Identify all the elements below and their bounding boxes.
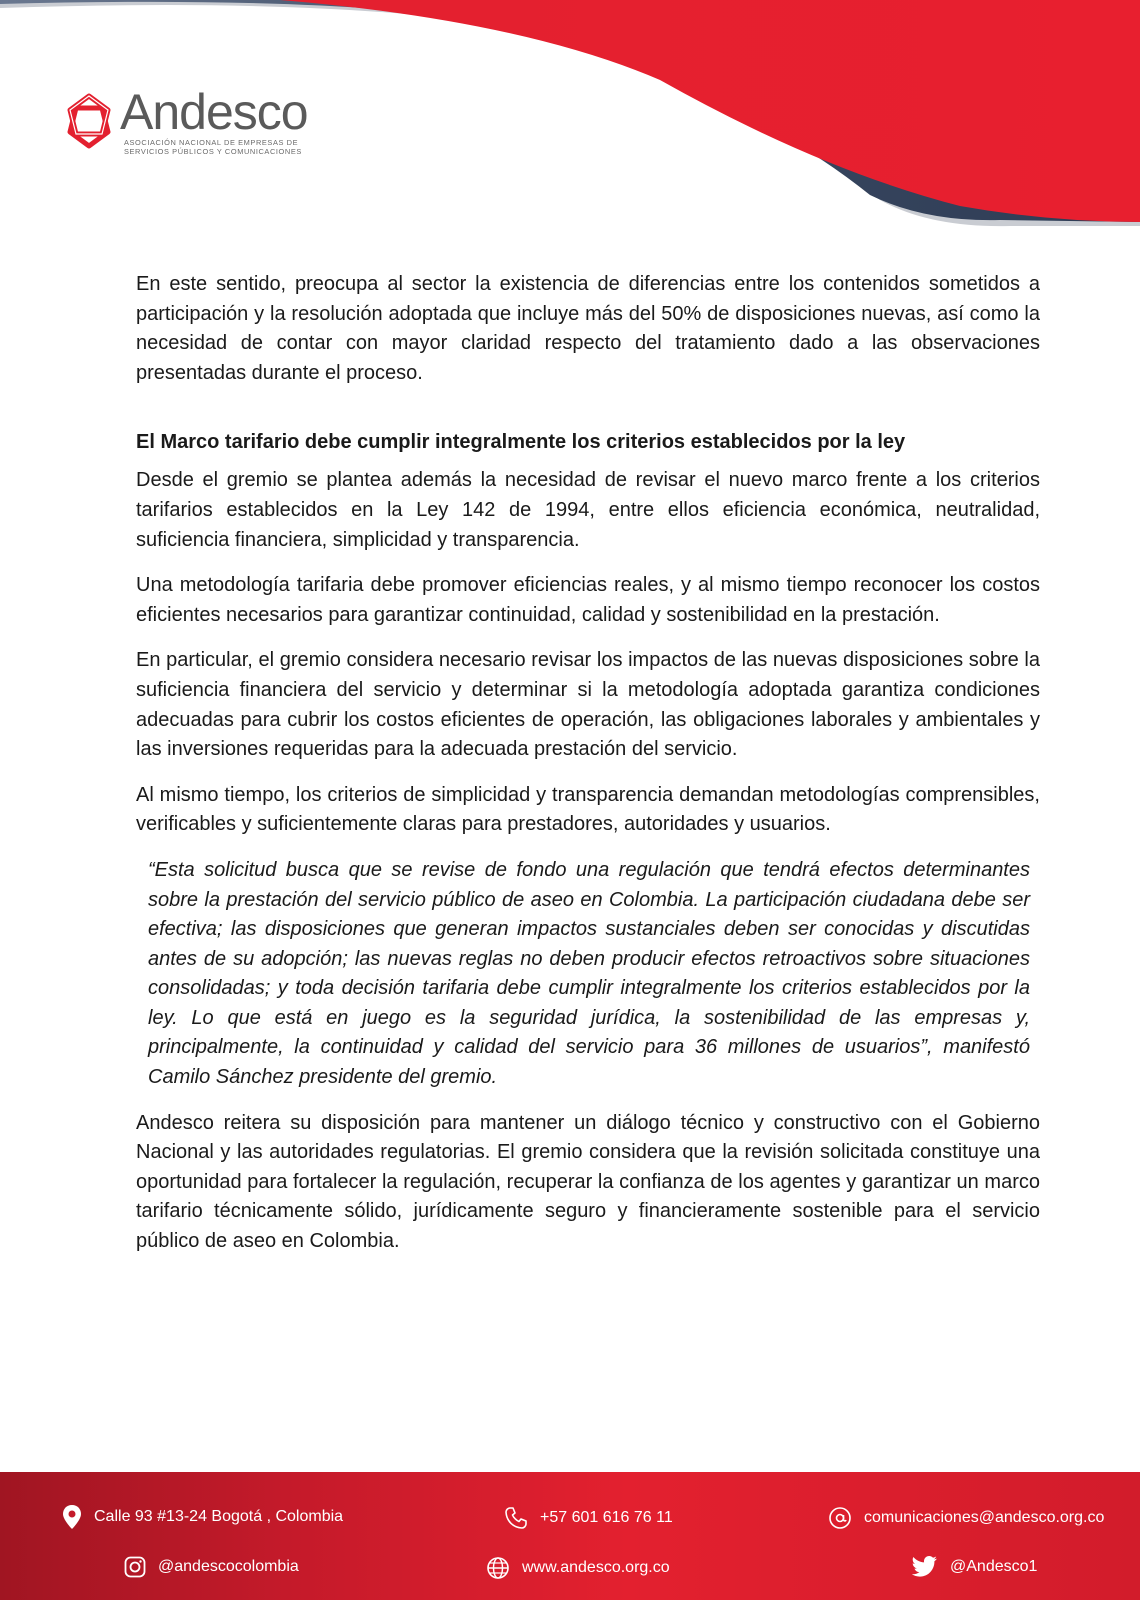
paragraph-4: En particular, el gremio considera necesario revisar los impactos de las nuevas disposiciones sobre la suficiencia financiera del servicio y determinar si la metodología adoptada garantiza condiciones adecuadas para cubrir los costos eficientes de operación, las obligaciones laborales y ambientales y las inversiones requeridas para la adecuada prestación del servicio. xyxy=(136,649,1040,761)
andesco-knot-icon xyxy=(58,90,120,152)
paragraph-3: Una metodología tarifaria debe promover eficiencias reales, y al mismo tiempo reconocer los costos eficientes necesarios para garantizar continuidad, calidad y sostenibilidad en la prestación. xyxy=(136,574,1040,626)
email-link[interactable]: comunicaciones@andesco.org.co xyxy=(864,1509,1105,1526)
footer-address xyxy=(62,1504,343,1530)
brand-tagline-line1: ASOCIACIÓN NACIONAL DE EMPRESAS DE xyxy=(124,138,299,147)
paragraph-2: Desde el gremio se plantea además la necesidad de revisar el nuevo marco frente a los criterios tarifarios establecidos en la Ley 142 de 1994, entre ellos eficiencia económica, neutralidad, suficiencia financiera, simplicidad y transparencia. xyxy=(136,469,1040,551)
footer-phone xyxy=(504,1506,673,1530)
paragraph-6: Andesco reitera su disposición para mantener un diálogo técnico y constructivo con el Gobierno Nacional y las autoridades regulatorias. El gremio considera que la revisión solicitada constituye una oportunidad para fortalecer la regulación, recuperar la confianza de los agentes y garantizar un marco tarifario técnicamente sólido, jurídicamente seguro y financieramente sostenible para el servicio público de aseo en Colombia. xyxy=(136,1111,1040,1253)
footer-instagram[interactable] xyxy=(124,1556,299,1578)
footer-twitter[interactable] xyxy=(912,1556,1037,1578)
section-heading: El Marco tarifario debe cumplir integralmente los criterios establecidos por la ley xyxy=(136,431,906,454)
footer-contact-bar xyxy=(0,1472,1140,1600)
twitter-handle[interactable]: @Andesco1 xyxy=(950,1558,1038,1575)
andesco-logo xyxy=(58,84,358,164)
paragraph-5: Al mismo tiempo, los criterios de simplicidad y transparencia demandan metodologías comprensibles, verificables y suficientemente claras para prestadores, autoridades y usuarios. xyxy=(136,783,1040,836)
phone-icon xyxy=(504,1506,528,1530)
website-link[interactable]: www.andesco.org.co xyxy=(522,1559,670,1576)
article-body xyxy=(136,270,1040,1273)
instagram-icon xyxy=(124,1556,146,1578)
twitter-bird-icon xyxy=(912,1556,938,1578)
address-text: Calle 93 #13-24 Bogotá , Colombia xyxy=(94,1508,344,1525)
at-sign-icon xyxy=(828,1506,852,1530)
globe-icon xyxy=(486,1556,510,1580)
brand-tagline xyxy=(124,138,394,156)
brand-name: Andesco xyxy=(120,84,308,140)
paragraph-1: En este sentido, preocupa al sector la existencia de diferencias entre los contenidos sometidos a participación y la resolución adoptada que incluye más del 50% de disposiciones nuevas, así como la necesidad de contar con mayor claridad respecto del tratamiento dado a las observaciones presentadas durante el proceso. xyxy=(136,273,1040,384)
phone-text: +57 601 616 76 11 xyxy=(540,1509,673,1526)
instagram-handle[interactable]: @andescocolombia xyxy=(158,1558,299,1575)
footer-email[interactable] xyxy=(828,1506,1104,1530)
location-pin-icon xyxy=(62,1504,82,1530)
quote-paragraph: “Esta solicitud busca que se revise de fondo una regulación que tendrá efectos determinantes sobre la prestación del servicio público de aseo en Colombia. La participación ciudadana debe ser efectiva; las disposiciones que generan impactos sustanciales deben ser conocidas y discutidas antes de su adopción; las nuevas reglas no deben producir efectos retroactivos sobre situaciones consolidadas; y toda decisión tarifaria debe cumplir integralmente los criterios establecidos por la ley. Lo que está en juego es la seguridad jurídica, la sostenibilidad de las empresas y, principalmente, la continuidad y calidad del servicio para 36 millones de usuarios”, manifestó Camilo Sánchez presidente del gremio. xyxy=(148,858,1030,1089)
footer-website[interactable] xyxy=(486,1556,670,1580)
brand-tagline-line2: SERVICIOS PÚBLICOS Y COMUNICACIONES xyxy=(124,147,302,156)
